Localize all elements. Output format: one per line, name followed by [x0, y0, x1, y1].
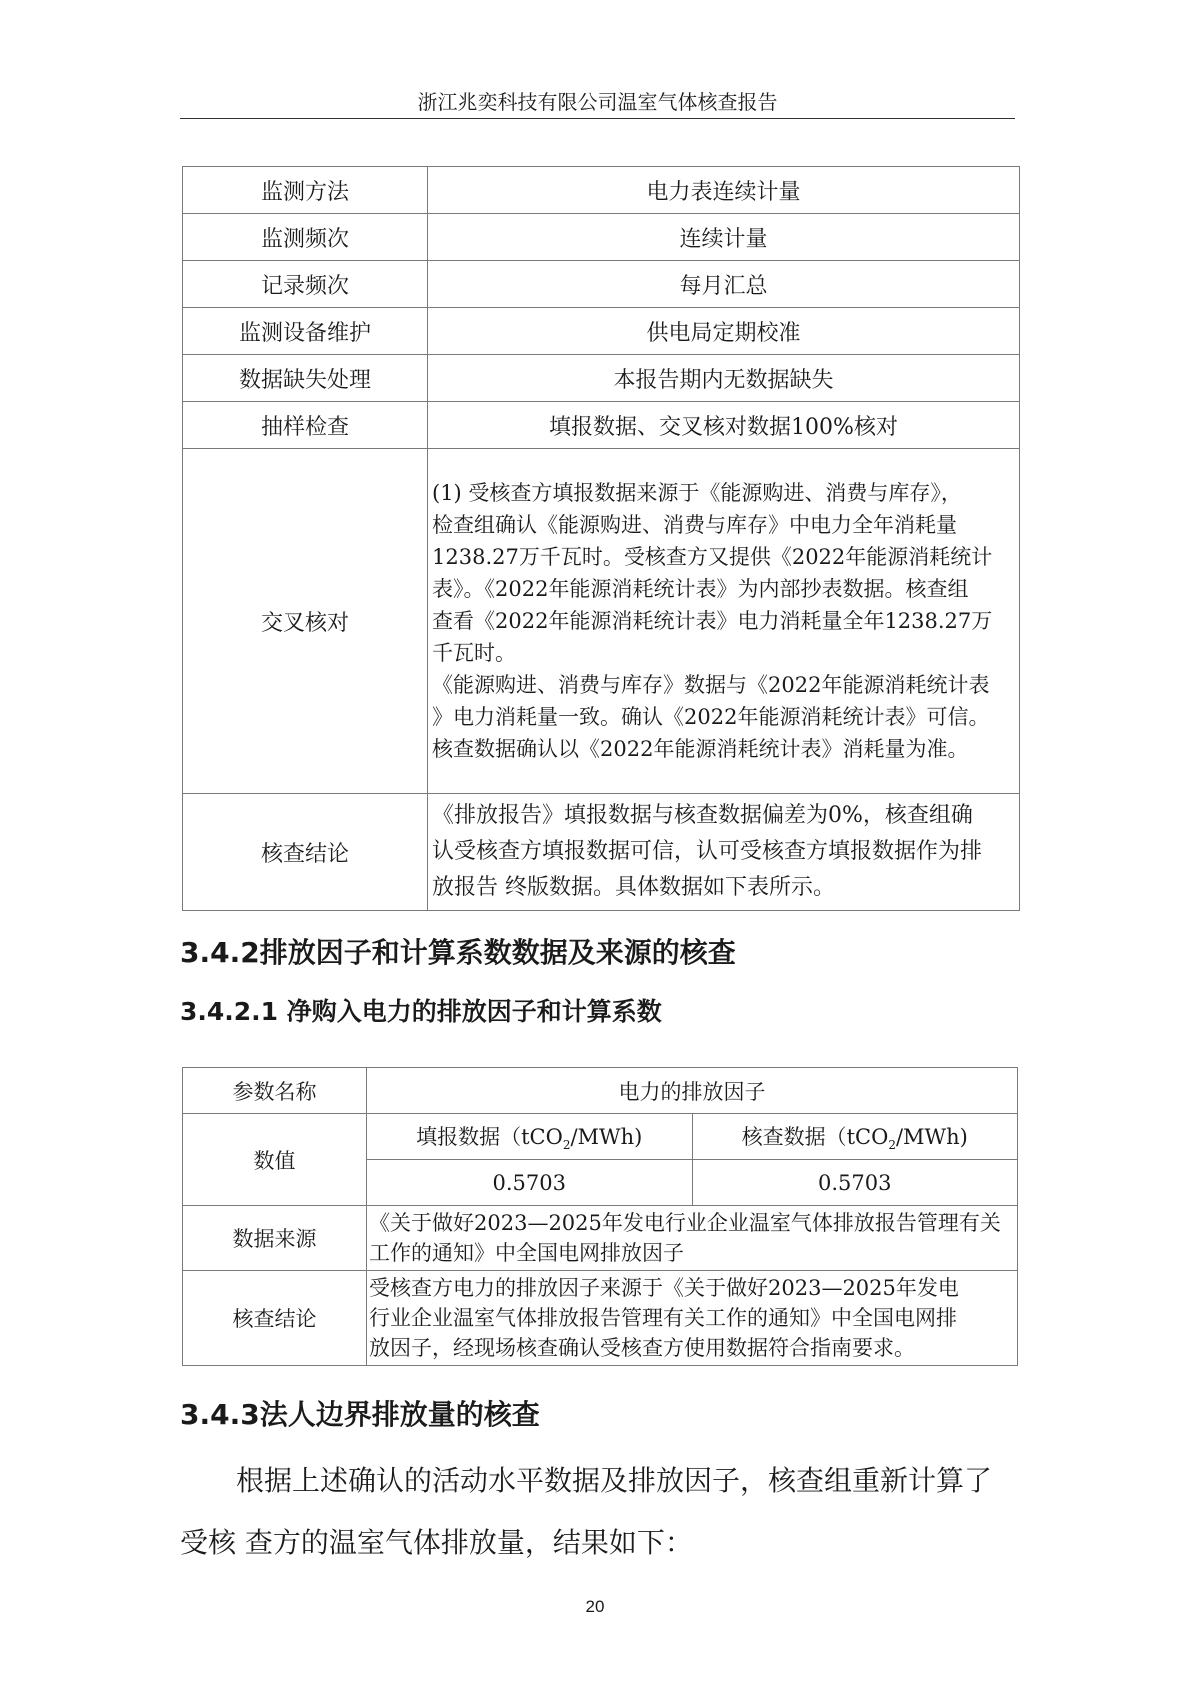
- text-line: (1) 受核查方填报数据来源于《能源购进、消费与库存》，: [432, 481, 962, 505]
- text-line: 检查组确认《能源购进、消费与库存》中电力全年消耗量: [432, 513, 957, 537]
- table-cell-value: 电力表连续计量: [428, 167, 1020, 214]
- cross-check-text: [428, 449, 1020, 794]
- table-cell-value: 连续计量: [428, 214, 1020, 261]
- page-header-title: 浙江兆奕科技有限公司温室气体核查报告: [417, 90, 778, 114]
- verified-data-header: [692, 1114, 1018, 1160]
- table-row: [183, 1114, 1018, 1160]
- table-cell-value: 本报告期内无数据缺失: [428, 355, 1020, 402]
- text-line: 千瓦时。: [432, 641, 516, 665]
- text-line: 1238.27万千瓦时。受核查方又提供《2022年能源消耗统计: [432, 545, 993, 569]
- text-line: 《排放报告》填报数据与核查数据偏差为0%，核查组确: [432, 803, 973, 828]
- table-cell-label: 监测方法: [183, 167, 428, 214]
- table-cell-value: 电力的排放因子: [367, 1068, 1018, 1114]
- table-cell-label: 记录频次: [183, 261, 428, 308]
- header-unit: /MWh): [895, 1124, 968, 1149]
- text-line: 受核查方电力的排放因子来源于《关于做好2023—2025年发电: [369, 1276, 959, 1300]
- text-line: 《关于做好2023—2025年发电行业企业温室气体排放报告管理有关: [369, 1211, 1001, 1235]
- table-cell-label: 交叉核对: [183, 449, 428, 794]
- verified-value: 0.5703: [692, 1160, 1018, 1206]
- text-line: 放因子，经现场核查确认受核查方使用数据符合指南要求。: [369, 1336, 915, 1360]
- table-row: [183, 308, 1020, 355]
- table-cell-value: 每月汇总: [428, 261, 1020, 308]
- source-text: [367, 1206, 1018, 1271]
- header-unit: /MWh): [570, 1124, 643, 1149]
- text-line: 行业企业温室气体排放报告管理有关工作的通知》中全国电网排: [369, 1306, 957, 1330]
- text-line: 受核 查方的温室气体排放量，结果如下：: [180, 1526, 693, 1559]
- section-heading: 3.4.2排放因子和计算系数数据及来源的核查: [180, 936, 736, 969]
- conclusion-text: [367, 1271, 1018, 1366]
- reported-value: 0.5703: [367, 1160, 693, 1206]
- header-divider: [180, 118, 1015, 119]
- table-cell-label: 抽样检查: [183, 402, 428, 449]
- text-line: 放报告 终版数据。具体数据如下表所示。: [432, 875, 835, 900]
- table-row: [183, 355, 1020, 402]
- table-row: [183, 1206, 1018, 1271]
- subscript: 2: [562, 1138, 571, 1153]
- header-text: 填报数据（tCO: [416, 1124, 563, 1149]
- subscript: 2: [888, 1138, 896, 1153]
- table-row-cross-check: [183, 449, 1020, 794]
- conclusion-text: [428, 794, 1020, 911]
- table-cell-label: 数值: [183, 1114, 367, 1206]
- text-line: 根据上述确认的活动水平数据及排放因子，核查组重新计算了: [236, 1464, 993, 1497]
- table-cell-value: 供电局定期校准: [428, 308, 1020, 355]
- table-cell-label: 参数名称: [183, 1068, 367, 1114]
- text-line: 核查数据确认以《2022年能源消耗统计表》消耗量为准。: [432, 737, 969, 761]
- table-row: [183, 167, 1020, 214]
- table-row-conclusion: [183, 794, 1020, 911]
- monitoring-table: [182, 166, 1020, 911]
- text-line: 工作的通知》中全国电网排放因子: [369, 1241, 684, 1265]
- page-number: 20: [585, 1597, 605, 1616]
- table-row: [183, 402, 1020, 449]
- table-row: [183, 214, 1020, 261]
- reported-data-header: [367, 1114, 693, 1160]
- text-line: 》电力消耗量一致。确认《2022年能源消耗统计表》可信。: [432, 705, 990, 729]
- text-line: 表》。《2022年能源消耗统计表》为内部抄表数据。核查组: [432, 577, 969, 601]
- section-heading: 3.4.3法人边界排放量的核查: [180, 1398, 540, 1431]
- body-paragraph: [180, 1450, 1020, 1574]
- table-row: [183, 1068, 1018, 1114]
- table-cell-label: 监测设备维护: [183, 308, 428, 355]
- table-cell-label: 监测频次: [183, 214, 428, 261]
- emission-factor-table: [182, 1067, 1018, 1366]
- table-row: [183, 1271, 1018, 1366]
- table-row: [183, 261, 1020, 308]
- table-cell-label: 核查结论: [183, 1271, 367, 1366]
- table-cell-label: 数据缺失处理: [183, 355, 428, 402]
- table-cell-label: 核查结论: [183, 794, 428, 911]
- subsection-heading: 3.4.2.1 净购入电力的排放因子和计算系数: [180, 997, 662, 1026]
- text-line: 认受核查方填报数据可信，认可受核查方填报数据作为排: [432, 839, 983, 864]
- header-text: 核查数据（tCO: [741, 1124, 889, 1149]
- table-cell-value: 填报数据、交叉核对数据100%核对: [428, 402, 1020, 449]
- text-line: 查看《2022年能源消耗统计表》电力消耗量全年1238.27万: [432, 609, 993, 633]
- text-line: 《能源购进、消费与库存》数据与《2022年能源消耗统计表: [432, 673, 990, 697]
- table-cell-label: 数据来源: [183, 1206, 367, 1271]
